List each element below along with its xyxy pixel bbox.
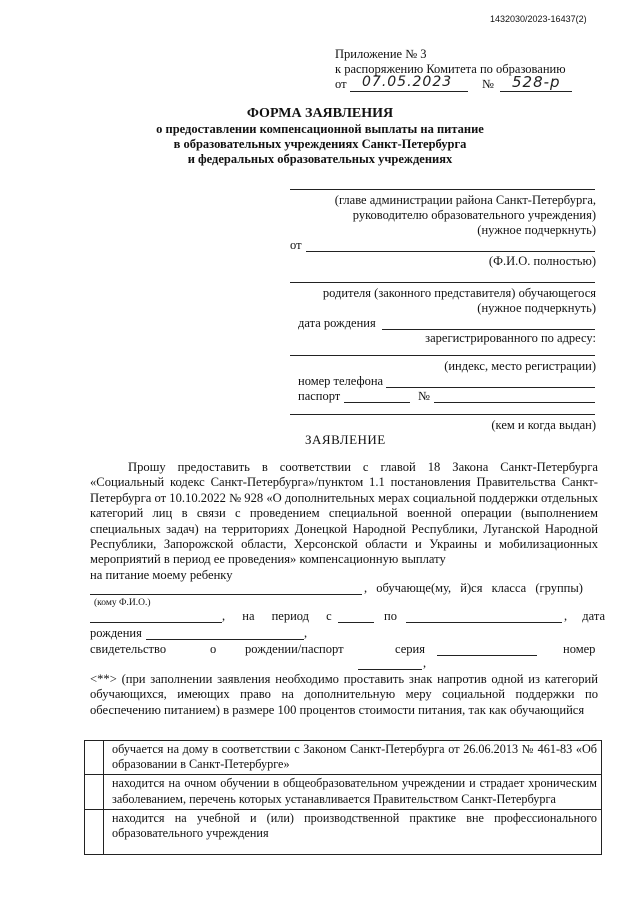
parent-hint: родителя (законного представителя) обучающегося	[322, 286, 596, 300]
period-from-label: , на период с	[222, 609, 332, 623]
note-paragraph: <**> (при заполнении заявления необходимо проставить знак напротив одной из категорий обучающихся, имеющих право на дополнительную меру социальной поддержки по обеспечению питанием) в размере 100 процентов стоимости питания, так как обучающийся	[90, 672, 598, 717]
child-birth-line	[146, 639, 304, 640]
period-from-line	[338, 622, 374, 623]
period-to-line	[406, 622, 562, 623]
index-hint: (индекс, место регистрации)	[444, 359, 596, 373]
issued-hint: (кем и когда выдан)	[491, 418, 596, 432]
form-subtitle-2: в образовательных учреждениях Санкт-Петербурга	[173, 137, 467, 151]
option-row	[85, 741, 602, 775]
addressee-line	[290, 189, 595, 190]
birth-date-label: дата рождения	[298, 316, 376, 330]
order-number: 528-р	[512, 73, 561, 91]
birth-date-comma-label: , дата	[564, 609, 605, 623]
option-checkbox-2[interactable]	[85, 775, 104, 809]
series-line	[437, 655, 537, 656]
child-name-line	[90, 594, 362, 595]
addressee-hint-1: (главе администрации района Санкт-Петербурга,	[334, 193, 596, 207]
passport-number-line	[434, 402, 595, 403]
passport-issued-line	[290, 414, 595, 415]
addressee-hint-3: (нужное подчеркнуть)	[477, 223, 596, 237]
option-text-2: находится на очном обучении в общеобразовательном учреждении и страдает хроническим заболеванием, перечень которых устанавливается Правительством Санкт-Петербурга	[104, 775, 602, 809]
fio-hint: (Ф.И.О. полностью)	[488, 254, 596, 268]
order-from-label: от	[335, 77, 347, 91]
birth-date-line	[382, 329, 595, 330]
order-number-line	[500, 91, 572, 92]
series-label: серия	[395, 642, 425, 656]
address-line	[290, 355, 595, 356]
option-checkbox-1[interactable]	[85, 741, 104, 775]
student-class-label: , обучающе(му, й)ся класса (группы)	[364, 581, 583, 595]
form-subtitle-3: и федеральных образовательных учреждениях	[187, 152, 453, 166]
class-line	[90, 622, 222, 623]
order-date: 07.05.2023	[362, 74, 453, 90]
passport-number-label: №	[418, 389, 430, 403]
option-text-3: находится на учебной и (или) производственной практике вне профессионального образовательного учреждения	[104, 809, 602, 854]
document-id: 1432030/2023-16437(2)	[490, 14, 587, 24]
number-label: номер	[563, 642, 596, 656]
statement-body: Прошу предоставить в соответствии с главой 18 Закона Санкт-Петербурга «Социальный кодекс Санкт-Петербурга»/пунктом 1.1 постановления Правительства Санкт-Петербурга от 10.10.2022 № 928 «О дополнительных мерах социальной поддержки отдельных категорий лиц в связи с проведением специальной военной операции (выполнением специальных задач) на территориях Донецкой Народной Республики, Луганской Народной Республики, Запорожской области, Херсонской области и Украины и мобилизационных мероприятий в период ее проведения» компенсационную выплату	[90, 460, 598, 567]
certificate-label: свидетельство	[90, 642, 167, 656]
statement-body-end: на питание моему ребенку	[90, 568, 233, 582]
child-birth-label: рождения	[90, 626, 142, 640]
order-date-line	[350, 91, 468, 92]
phone-label: номер телефона	[298, 374, 384, 388]
number-line	[358, 669, 422, 670]
period-to-label: по	[384, 609, 397, 623]
document-page: 1432030/2023-16437(2) Приложение № 3 к распоряжению Комитета по образованию от 07.05.2023 № 528-р ФОРМА ЗАЯВЛЕНИЯ о предоставлении компенсационной выплаты на питание в образовательных учреждениях Санкт-Петербурга и федеральных образовательных учреждениях (главе администрации района Санкт-Петербурга, руководителю образовательного учреждения) (нужное подчеркнуть) от (Ф.И.О. полностью) родителя (законного представителя) обучающегося (нужное подчеркнуть) дата рождения зарегистрированного по адресу: (индекс, место регистрации) номер телефона паспорт № (кем и когда выдан) ЗАЯВЛЕНИЕ Прошу предоставить в соответствии с главой 18 Закона Санкт-Петербурга «Социальный кодекс Санкт-Петербурга»/пунктом 1.1 постановления Правительства Санкт-Петербурга от 10.10.2022 № 928 «О дополнительных мерах социальной поддержки отдельных категорий лиц в связи с проведением специальной военной операции (выполнением специальных задач) на территориях Донецкой Народной Республики, Луганской Народной Республики, Запорожской области, Херсонской области и Украины и мобилизационных мероприятий в период ее проведения» компенсационную выплату на питание моему ребенку , обучающе(му, й)ся класса (группы) (кому Ф.И.О.) , на период с по , дата рождения , свидетельство о рождении/паспорт серия номер , <**> (при заполнении заявления необходимо проставить знак напротив одной из категорий обучающихся, имеющих право на дополнительную меру социальной поддержки по обеспечению питанием) в размере 100 процентов стоимости питания, так как обучающийся обучается на дому в соответствии с Законом Санкт-Петербурга от 26.06.2013 № 461-83 «Об образовании в Санкт-Петербурге» находится на очном обучении в общеобразовательном учреждении и страдает хроническим заболеванием, перечень которых устанавливается Правительством Санкт-Петербурга находится на учебной и (или) производственной практике вне профессионального образовательного учреждения	[0, 0, 640, 905]
order-number-label: №	[482, 77, 494, 91]
addressee-hint-2: руководителю образовательного учреждения)	[352, 208, 596, 222]
whom-hint: (кому Ф.И.О.)	[94, 598, 151, 608]
form-title: ФОРМА ЗАЯВЛЕНИЯ	[246, 106, 394, 121]
passport-series-line	[344, 402, 410, 403]
passport-label: паспорт	[298, 389, 341, 403]
certificate-of-label: о	[210, 642, 217, 656]
option-checkbox-3[interactable]	[85, 809, 104, 854]
birth-passport-label: рождении/паспорт	[245, 642, 344, 656]
option-text-1: обучается на дому в соответствии с Законом Санкт-Петербурга от 26.06.2013 № 461-83 «Об образовании в Санкт-Петербурге»	[104, 741, 602, 775]
category-options-table	[84, 740, 602, 855]
parent-hint-2: (нужное подчеркнуть)	[477, 301, 596, 315]
option-row	[85, 775, 602, 809]
appendix-label: Приложение № 3	[335, 47, 427, 61]
order-line: к распоряжению Комитета по образованию	[335, 62, 566, 76]
statement-title: ЗАЯВЛЕНИЕ	[305, 432, 386, 447]
applicant-extra-line	[290, 282, 595, 283]
address-label: зарегистрированного по адресу:	[425, 331, 596, 345]
option-row	[85, 809, 602, 854]
phone-line	[386, 387, 595, 388]
applicant-from-label: от	[290, 238, 302, 252]
form-subtitle-1: о предоставлении компенсационной выплаты на питание	[156, 122, 484, 136]
applicant-name-line	[306, 251, 595, 252]
